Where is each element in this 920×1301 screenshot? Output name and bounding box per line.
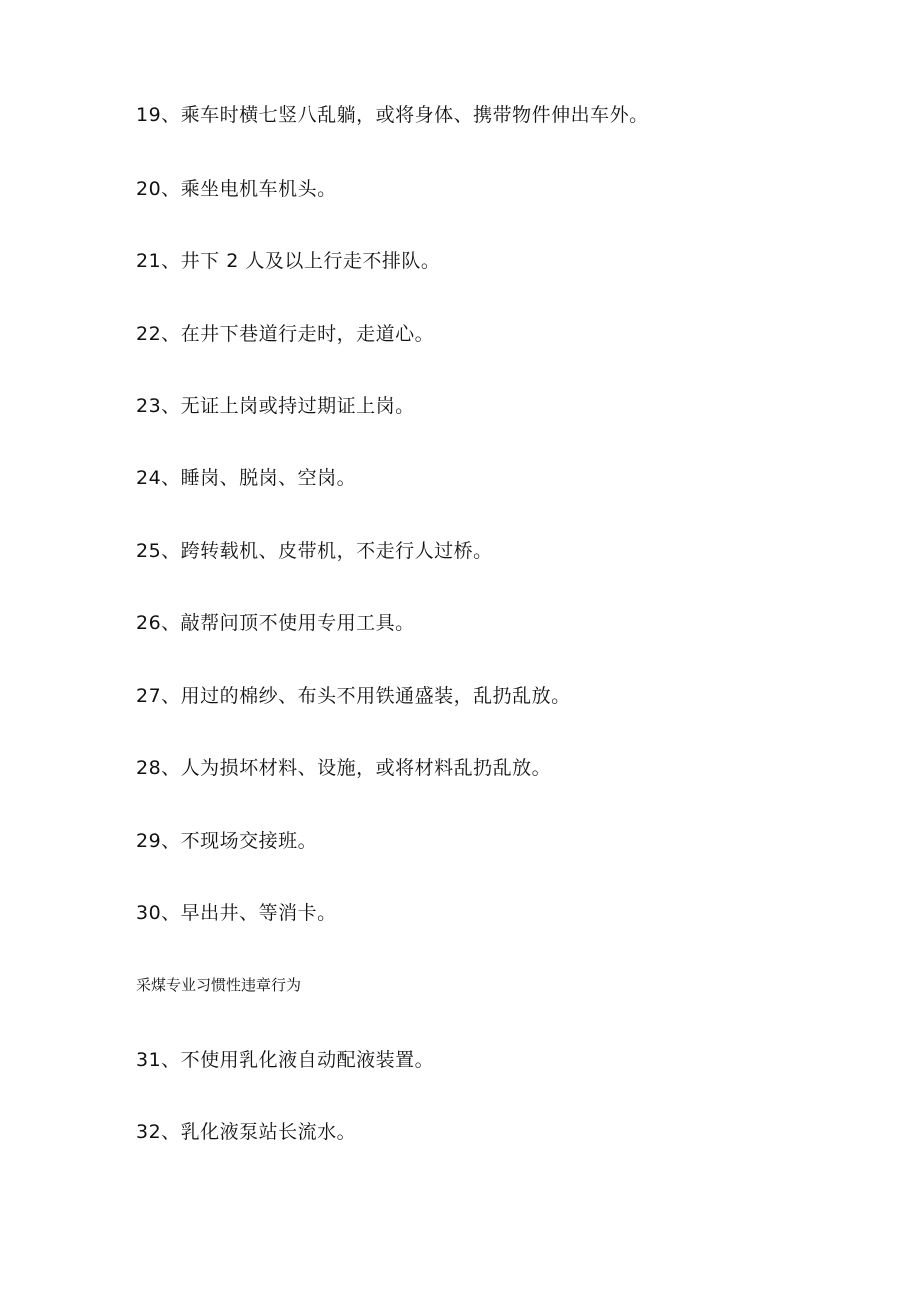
list-item: 26、敲帮问顶不使用专用工具。 <box>136 612 415 634</box>
list-item: 19、乘车时横七竖八乱躺，或将身体、携带物件伸出车外。 <box>136 104 649 126</box>
list-item: 25、跨转载机、皮带机，不走行人过桥。 <box>136 540 493 562</box>
list-item: 30、早出井、等消卡。 <box>136 902 337 924</box>
list-item: 23、无证上岗或持过期证上岗。 <box>136 395 415 417</box>
list-item: 29、不现场交接班。 <box>136 830 318 852</box>
list-item: 31、不使用乳化液自动配液装置。 <box>136 1049 435 1071</box>
list-item: 27、用过的棉纱、布头不用铁通盛装，乱扔乱放。 <box>136 685 571 707</box>
list-item: 32、乳化液泵站长流水。 <box>136 1121 357 1143</box>
section-heading: 采煤专业习惯性违章行为 <box>136 976 302 994</box>
list-item: 20、乘坐电机车机头。 <box>136 178 337 200</box>
list-item: 21、井下 2 人及以上行走不排队。 <box>136 250 441 272</box>
list-item: 28、人为损坏材料、设施，或将材料乱扔乱放。 <box>136 757 552 779</box>
list-item: 24、睡岗、脱岗、空岗。 <box>136 467 357 489</box>
list-item: 22、在井下巷道行走时，走道心。 <box>136 323 435 345</box>
